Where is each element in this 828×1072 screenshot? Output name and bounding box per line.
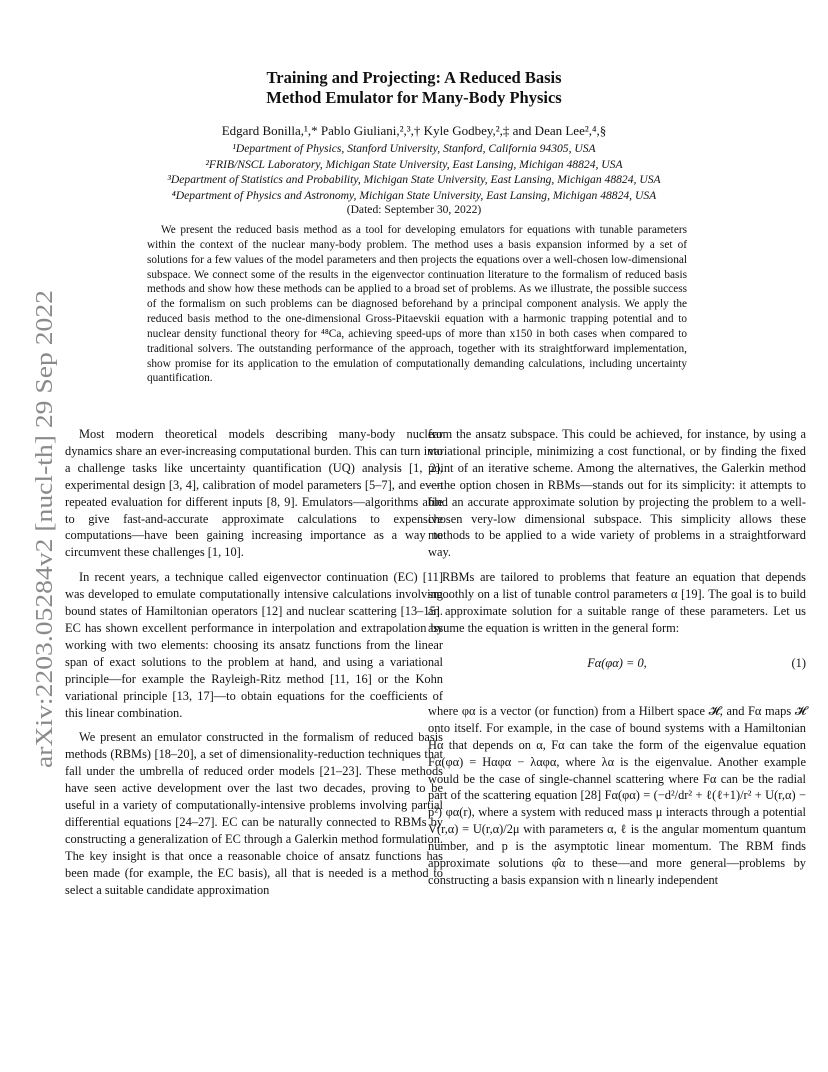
arxiv-id-graphic bbox=[8, 290, 68, 770]
paragraph: In recent years, a technique called eigenvector continuation (EC) [11] was developed to emulate computationally intensive calculations involving bound states of Hamiltonian operators [12] and nuclear scattering [13–15]. EC has shown excellent performance in interpolation and extrapolation by working with two elements: choosing its ansatz functions from the linear span of exact solutions to the problem at hand, and using a variational principle—for example the Rayleigh-Ritz method [11, 16] or the Kohn variational principle [13, 17]—to obtain equations for the coefficients of this linear combination. bbox=[65, 570, 443, 720]
right-column bbox=[428, 426, 806, 897]
date-line: (Dated: September 30, 2022) bbox=[346, 203, 482, 216]
arxiv-sidebar bbox=[8, 290, 68, 770]
paragraph: We present an emulator constructed in the formalism of reduced basis methods (RBMs) [18–20], a set of dimensionality-reduction techniques that fall under the umbrella of reduced order models [21–23]. These methods have seen active development over the last two decades, proving to be useful in a variety of computationally-intensive problems involving partial differential equations [24–27]. EC can be naturally connected to RBMs by constructing a generalization of EC through a Galerkin method formulation. The key insight is that once a reasonable choice of ansatz functions has been made (for example, the EC basis), all that is needed is a method to select a suitable candidate approximation bbox=[65, 730, 443, 897]
abstract-text: We present the reduced basis method as a tool for developing emulators for equations with tunable parameters within the context of the nuclear many-body problem. The method uses a basis expansion informed by a set of solutions for a few values of the model parameters and then projects the equations over a well-chosen low-dimensional subspace. We connect some of the results in the eigenvector continuation literature to the formalism of reduced basis methods and show how these methods can be applied to a broad set of problems. As we illustrate, the possible success of the formalism on such problems can be diagnosed beforehand by a principal component analysis. We apply the reduced basis method to the one-dimensional Gross-Pitaevskii equation with a harmonic trapping potential and to nuclear density functional theory for ⁴⁸Ca, achieving speed-ups of more than x150 in both cases when compared to traditional solvers. The outstanding performance of the approach, together with its straightforward implementation, show promise for its application to the emulation of computationally demanding calculations, including uncertainty quantification. bbox=[147, 224, 687, 385]
paragraph: where φα is a vector (or function) from a Hilbert space 𝓗, and Fα maps 𝓗 onto itself. For example, in the case of bound systems with a Hamiltonian Hα that depends on α, Fα can take the form of the eigenvalue equation Fα(φα) = Hαφα − λαφα, where λα is the eigenvalue. Another example would be the case of single-channel scattering where Fα can be the radial part of the scattering equation [28] Fα(φα) = (−d²/dr² + ℓ(ℓ+1)/r² + U(r,α) − p²) φα(r), where a system with reduced mass μ interacts through a potential V(r,α) = U(r,α)/2μ with parameters α, ℓ is the angular momentum quantum number, and p is the asymptotic linear momentum. The RBM finds approximate solutions φ̂α to these—and more general—problems by constructing a basis expansion with n linearly independent bbox=[428, 703, 806, 887]
abstract bbox=[147, 223, 687, 386]
equation-body: Fα(φα) = 0, bbox=[587, 655, 647, 670]
equation-number: (1) bbox=[791, 655, 806, 670]
paragraph: RBMs are tailored to problems that feature an equation that depends smoothly on a list of tunable control parameters α [19]. The goal is to build an approximate solution for a suitable range of these parameters. Let us assume the equation is written in the general form: bbox=[428, 570, 806, 635]
affiliation: ³Department of Statistics and Probability, Michigan State University, East Lansing, Michigan 48824, USA bbox=[167, 173, 661, 186]
left-column bbox=[65, 426, 443, 906]
paper-title bbox=[0, 68, 828, 108]
author-list: Edgard Bonilla,¹,* Pablo Giuliani,²,³,† Kyle Godbey,²,‡ and Dean Lee²,⁴,§ bbox=[221, 123, 607, 138]
equation-1 bbox=[428, 655, 806, 689]
affiliation-list bbox=[0, 141, 828, 203]
paragraph: from the ansatz subspace. This could be achieved, for instance, by using a variational principle, minimizing a cost functional, or by finding the fixed point of an iterative scheme. Among the alternatives, the Galerkin method—the option chosen in RBMs—stands out for its simplicity: it attempts to find an accurate approximate solution by projecting the problem to a well-chosen very-low dimensional subspace. This simplicity allows these methods to be applied to a wide variety of problems in a straightforward way. bbox=[428, 427, 806, 560]
arxiv-identifier: arXiv:2203.05284v2 [nucl-th] 29 Sep 2022 bbox=[31, 344, 58, 768]
affiliation: ⁴Department of Physics and Astronomy, Michigan State University, East Lansing, Michigan 48824, USA bbox=[171, 188, 657, 202]
paragraph: Most modern theoretical models describing many-body nuclear dynamics share an ever-increasing computational burden. This can turn into a challenge tasks like uncertainty quantification (UQ) analysis [1, 2], experimental design [3, 4], calibration of model parameters [5–7], and even repeated evaluation for different inputs [8, 9]. Emulators—algorithms able to give fast-and-accurate approximate calculations to expensive computations—have been gaining increasing importance as a way to circumvent these challenges [1, 10]. bbox=[65, 427, 443, 560]
title-line-2: Method Emulator for Many-Body Physics bbox=[266, 88, 562, 107]
title-line-1: Training and Projecting: A Reduced Basis bbox=[266, 68, 562, 87]
affiliation: ¹Department of Physics, Stanford University, Stanford, California 94305, USA bbox=[232, 142, 596, 155]
affiliation: ²FRIB/NSCL Laboratory, Michigan State University, East Lansing, Michigan 48824, USA bbox=[205, 157, 623, 171]
